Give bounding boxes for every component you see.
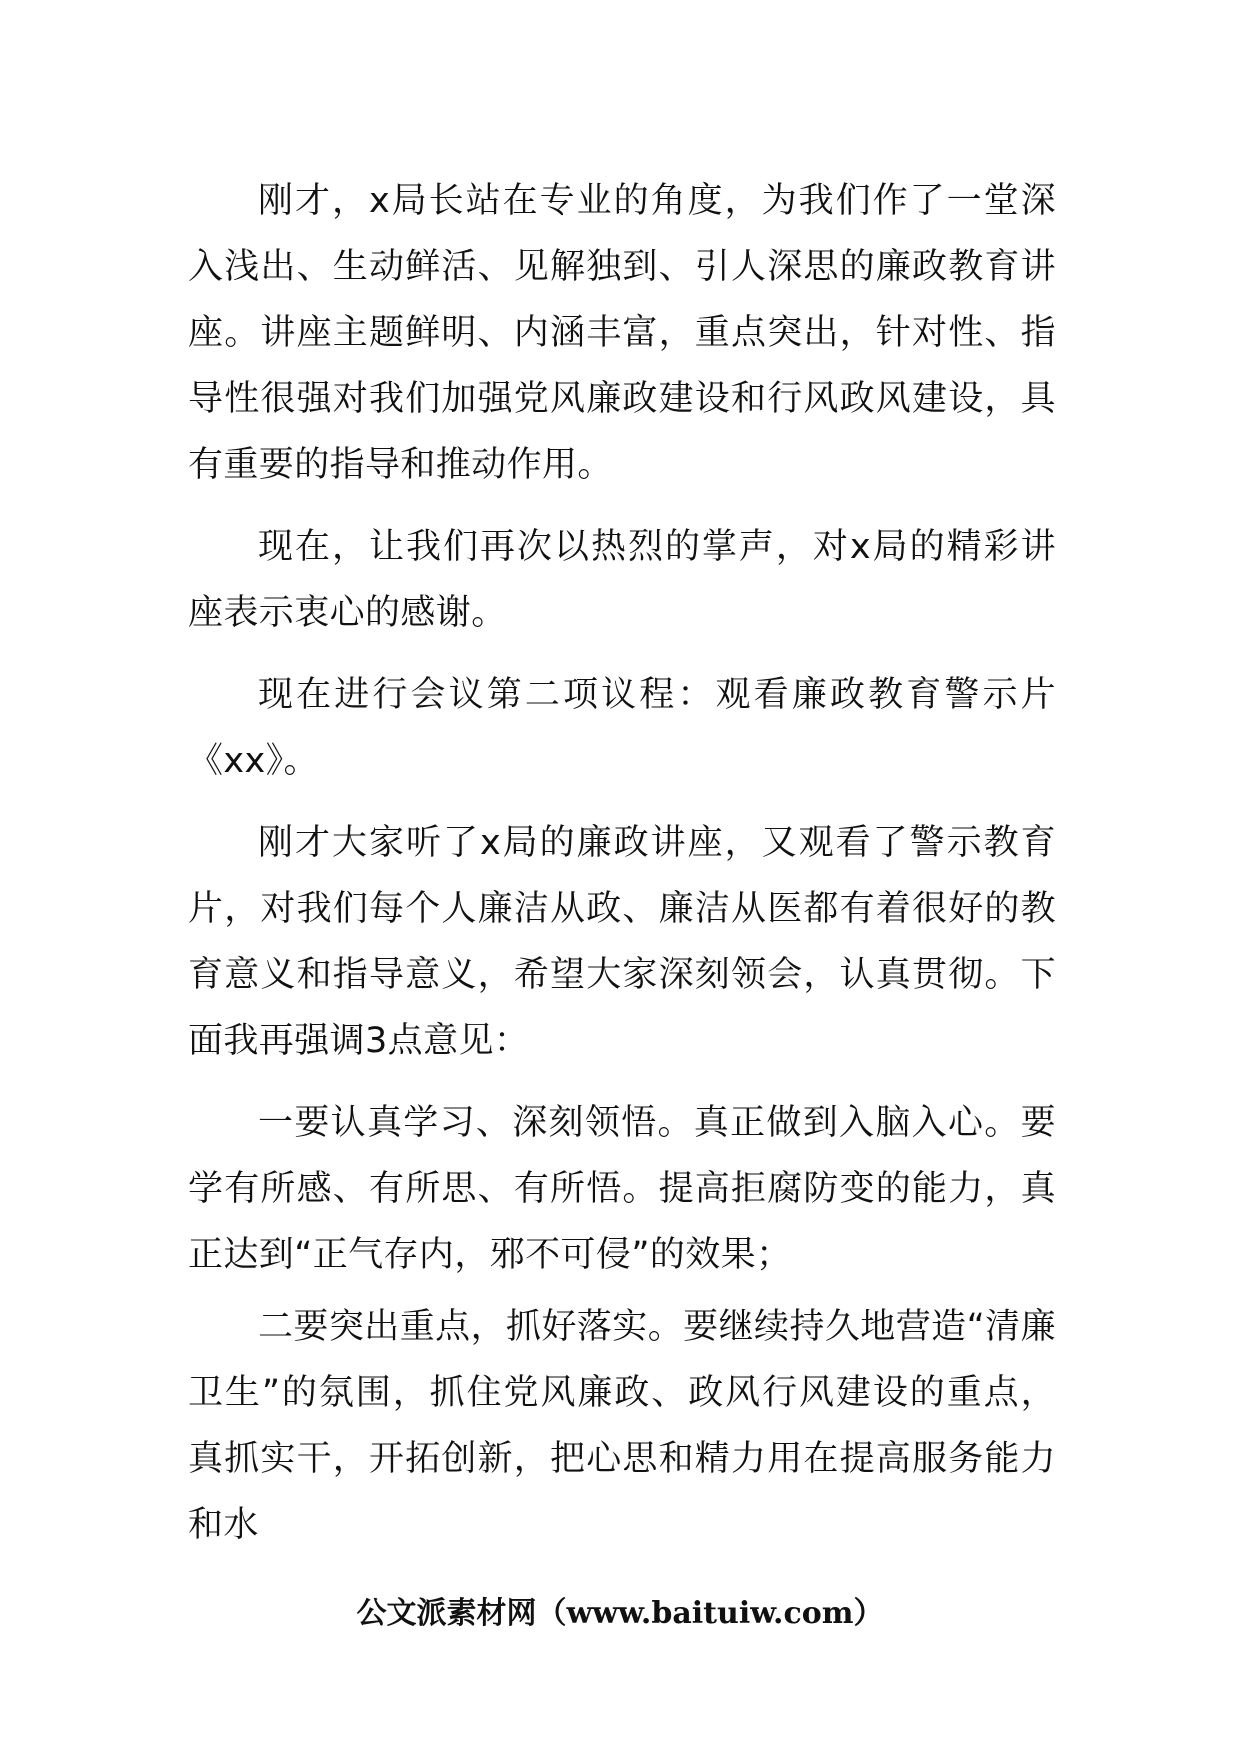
paragraph-applause: 现在，让我们再次以热烈的掌声，对x局的精彩讲座表示衷心的感谢。 (188, 527, 1056, 633)
paragraph-agenda-item-two: 现在进行会议第二项议程：观看廉政教育警示片《xx》。 (188, 675, 1056, 781)
paragraph-point-two: 二要突出重点，抓好落实。要继续持久地营造“清廉卫生”的氛围，抓住党风廉政、政风行风建设的重点，真抓实干，开拓创新，把心思和精力用在提高服务能力和水 (188, 1307, 1056, 1545)
document-body (188, 168, 1056, 1558)
footer-watermark: 公文派素材网（www.baituiw.com） (356, 1596, 884, 1631)
paragraph-lecture-thanks: 刚才，x局长站在专业的角度，为我们作了一堂深入浅出、生动鲜活、见解独到、引人深思的廉政教育讲座。讲座主题鲜明、内涵丰富，重点突出，针对性、指导性很强对我们加强党风廉政建设和行风政风建设，具有重要的指导和推动作用。 (188, 181, 1056, 485)
paragraph-point-one: 一要认真学习、深刻领悟。真正做到入脑入心。要学有所感、有所思、有所悟。提高拒腐防变的能力，真正达到“正气存内，邪不可侵”的效果； (188, 1103, 1056, 1275)
paragraph-three-points-intro: 刚才大家听了x局的廉政讲座，又观看了警示教育片，对我们每个人廉洁从政、廉洁从医都有着很好的教育意义和指导意义，希望大家深刻领会，认真贯彻。下面我再强调3点意见： (188, 823, 1056, 1061)
